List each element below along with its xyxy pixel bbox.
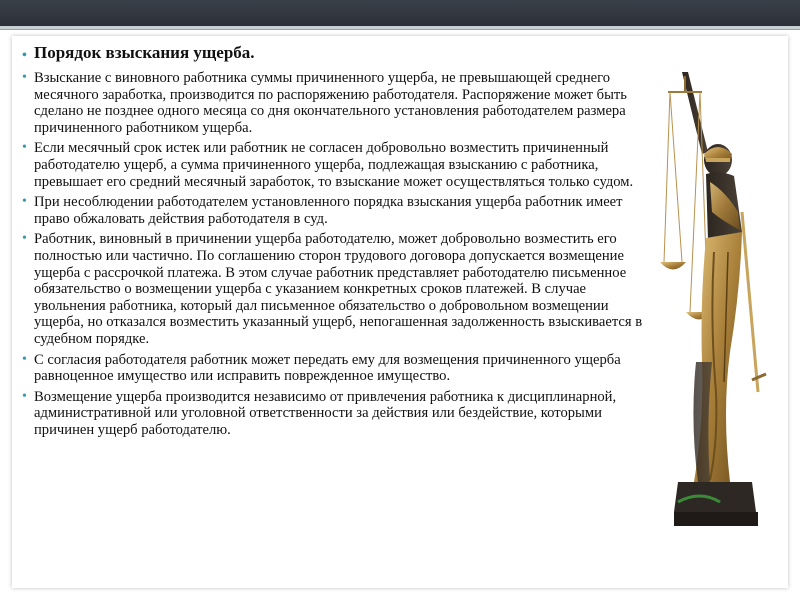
- bullet-icon: •: [22, 194, 27, 210]
- accent-line: [0, 29, 800, 30]
- paragraph-5: [22, 352, 652, 385]
- paragraph-4: [22, 231, 652, 347]
- bullet-icon: •: [22, 388, 27, 404]
- bullet-icon: •: [22, 231, 27, 247]
- bullet-icon: •: [22, 70, 27, 85]
- paragraph-6: [22, 389, 652, 439]
- paragraph-1: [22, 70, 652, 136]
- slide-title: Порядок взыскания ущерба.: [34, 43, 255, 62]
- slide-content: [22, 42, 652, 442]
- slide-title-item: [22, 42, 652, 64]
- paragraph-text: Если месячный срок истек или работник не согласен добровольно возместить причиненный работодателю ущерб, а сумма причиненного ущерба, подлежащая взысканию с работника, превышает его средний месячный заработок, то взыскание может осуществляться только судом.: [34, 140, 634, 190]
- bullet-icon: •: [22, 48, 27, 63]
- paragraph-text: Работник, виновный в причинении ущерба работодателю, может добровольно возместить его полностью или частично. По соглашению сторон трудового договора допускается возмещение ущерба с рассрочкой платежа. В этом случае работник представляет работодателю письменное обязательство о возмещении ущерба с указанием конкретных сроков платежей. В случае увольнения работника, который дал письменное обязательство о добровольном возмещении ущерба, но отказался возместить указанный ущерб, непогашенная задолженность взыскивается в судебном порядке.: [34, 231, 643, 347]
- bullet-icon: •: [22, 140, 27, 156]
- paragraph-text: При несоблюдении работодателем установленного порядка взыскания ущерба работник имеет право обжаловать действия работодателя в суд.: [34, 194, 623, 227]
- paragraph-2: [22, 140, 652, 190]
- paragraph-text: Взыскание с виновного работника суммы причиненного ущерба, не превышающей среднего месячного заработка, производится по распоряжению работодателя. Распоряжение может быть сделано не позднее одного месяца со дня окончательного установления работодателем размера причиненного работником ущерба.: [34, 70, 627, 136]
- themis-statue-icon: [660, 62, 790, 532]
- paragraph-text: С согласия работодателя работник может передать ему для возмещения причиненного ущерба равноценное имущество или исправить поврежденное имущество.: [34, 351, 621, 385]
- paragraph-text: Возмещение ущерба производится независимо от привлечения работника к дисциплинарной, административной или уголовной ответственности за действия или бездействие, которыми причинен ущерб работодателю.: [34, 388, 617, 438]
- bullet-icon: •: [22, 351, 27, 367]
- top-bar: [0, 0, 800, 26]
- paragraph-3: [22, 194, 652, 227]
